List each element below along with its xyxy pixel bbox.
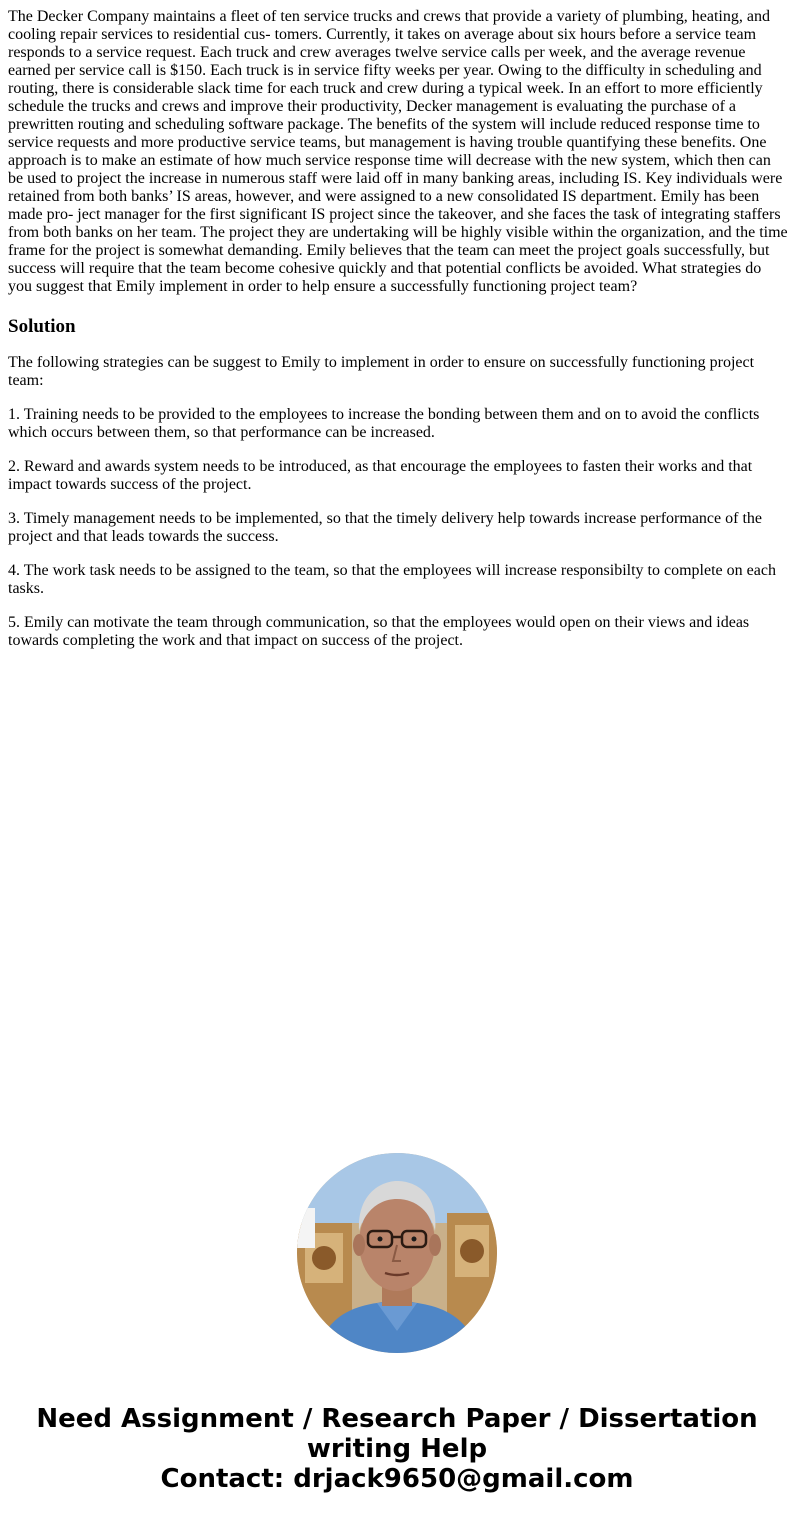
portrait-image [297,1153,497,1353]
question-text: The Decker Company maintains a fleet of ten service trucks and crews that provide a variety of plumbing, heating, and cooling repair services to residential cus- tomers. Currently, it takes on average about six hours before a service team responds to a service request. Each truck and crew averages twelve service calls per week, and the average revenue earned per service call is $150. Each truck is in service fifty weeks per year. Owing to the difficulty in scheduling and routing, there is considerable slack time for each truck and crew during a typical week. In an effort to more efficiently schedule the trucks and crews and improve their productivity, Decker management is evaluating the purchase of a prewritten routing and scheduling software package. The benefits of the system will include reduced response time to service requests and more productive service teams, but management is having trouble quantifying these benefits. One approach is to make an estimate of how much service response time will decrease with the new system, which then can be used to project the increase in numerous staff were laid off in many banking areas, including IS. Key individuals were retained from both banks’ IS areas, however, and were assigned to a new consolidated IS department. Emily has been made pro- ject manager for the first significant IS project since the takeover, and she faces the task of integrating staffers from both banks on her team. The project they are undertaking will be highly visible within the organization, and the time frame for the project is somewhat demanding. Emily believes that the team can meet the project goals successfully, but success will require that the team become cohesive quickly and that potential conflicts be avoided. What strategies do you suggest that Emily implement in order to help ensure a successfully functioning project team? [8,8,788,295]
solution-point: 3. Timely management needs to be implemented, so that the timely delivery help towards increase performance of the project and that leads towards the success. [8,510,762,545]
solution-point: 5. Emily can motivate the team through communication, so that the employees would open on their views and ideas towards completing the work and that impact on success of the project. [8,614,750,649]
banner-line-2: writing Help [306,1434,488,1464]
banner-contact-line: Contact: drjack9650@gmail.com [160,1464,634,1494]
solution-point: 2. Reward and awards system needs to be introduced, as that encourage the employees to fasten their works and that impact towards success of the project. [8,458,753,493]
document-body [8,8,788,650]
solution-point: 4. The work task needs to be assigned to the team, so that the employees will increase responsibilty to complete on each tasks. [8,562,776,597]
banner-line-1: Need Assignment / Research Paper / Dissertation [36,1404,758,1434]
contact-banner [0,1404,794,1494]
solution-intro: The following strategies can be suggest to Emily to implement in order to ensure on successfully functioning project team: [8,354,755,389]
author-portrait [297,1153,497,1353]
solution-heading: Solution [8,316,76,337]
solution-point: 1. Training needs to be provided to the employees to increase the bonding between them and on to avoid the conflicts which occurs between them, so that performance can be increased. [8,406,760,441]
